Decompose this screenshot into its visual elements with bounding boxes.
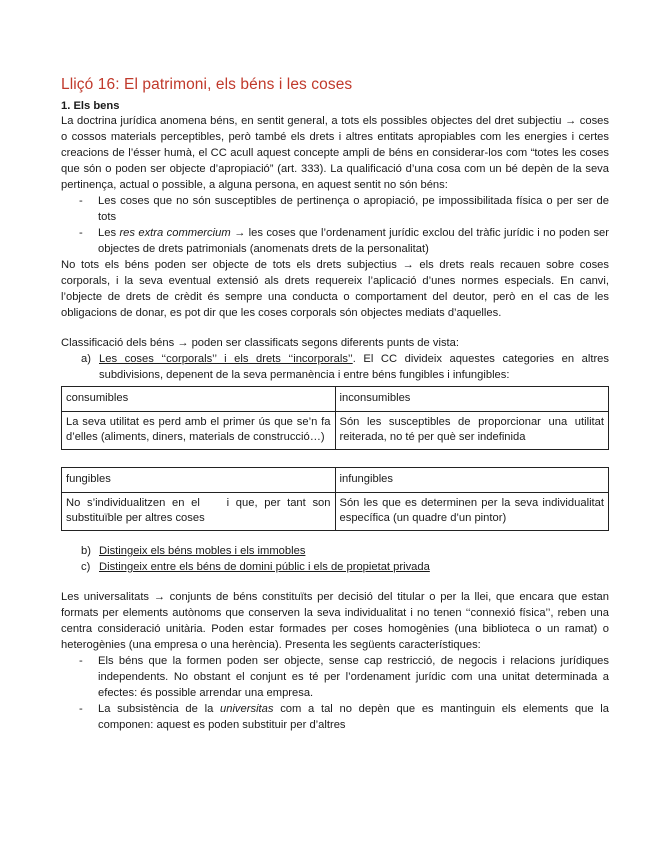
list-item: a) Les coses ‘‘corporals’’ i els drets ‘‘incorporals’’. El CC divideix aquestes categories en altres subdivisions, depenent de la seva permanència i entre béns fungibles i infungibles:: [81, 353, 609, 381]
table-header: consumibles: [62, 387, 336, 412]
paragraph-definition: La doctrina jurídica anomena béns, en sentit general, a tots els possibles objectes del dret subjectiu → coses o cossos materials perceptibles, però també els drets i altres entitats apropiables com les energies i certes creacions de l’ésser humà, el CC acull aquest concepte ampli de béns en considerar-los com “totes les coses que són o poden ser objecte d’apropiació” (art. 333). La qualificació d’una cosa com un bé depèn de la seva pertinença, actual o possible, a alguna persona, en aquest sentit no són béns:: [61, 115, 609, 191]
classification-list: [61, 351, 609, 383]
table-header: inconsumibles: [335, 387, 609, 412]
document-page: [61, 76, 609, 733]
paragraph-rights: No tots els béns poden ser objecte de tots els drets subjectius → els drets reals recauen sobre coses corporals, i la seva eventual extensió als drets requereix l’aplicació d’unes normes especials. En canvi, l’objecte de drets de crèdit és sempre una conducta o comportament del deutor, però en el cas de les obligacions de donar, es pot dir que les coses corporals són objectes mediats d’aquelles.: [61, 259, 609, 319]
classification-list-more: [61, 543, 609, 575]
universalitats-list: [61, 653, 609, 733]
table-cell: La seva utilitat es perd amb el primer ús que se’n fa d’elles (aliments, diners, materials de construcció…): [62, 412, 336, 450]
list-item: - Els béns que la formen poden ser objecte, sense cap restricció, de negocis i relacions jurídiques independents. No obstant el conjunt es té per l’ordenament jurídic com una unitat determinada a efectes: és possible arrendar una empresa.: [83, 653, 609, 701]
list-item: - Les coses que no són susceptibles de pertinença o apropiació, pe impossibilitada física o per ser de tots: [83, 193, 609, 225]
table-header: infungibles: [335, 468, 609, 493]
lesson-title: Lliçó 16: El patrimoni, els béns i les coses: [61, 76, 353, 93]
table-cell: Són les susceptibles de proporcionar una utilitat reiterada, no té per què ser indefinida: [335, 412, 609, 450]
paragraph-universalitats: Les universalitats → conjunts de béns constituïts per decisió del titular o per la llei, que encara que estan formats per elements autònoms que conserven la seva individualitat i no tenen ‘‘connexió física’’, reben una centra consideració unitària. Poden estar formades per coses homogènies (una biblioteca o un ramat) o heterogènies (una empresa o una herència). Presenta les següents característiques:: [61, 591, 609, 651]
movables-link[interactable]: Distingeix els béns mobles i els immobles: [99, 545, 306, 557]
classification-intro: Classificació dels béns → poden ser classificats segons diferents punts de vista:: [61, 337, 459, 349]
table-cell: No s’individualitzen en el i que, per tant son substituïble per altres coses: [62, 493, 336, 531]
list-item: b) Distingeix els béns mobles i els immobles: [81, 545, 306, 557]
section-heading: 1. Els bens: [61, 100, 120, 112]
public-domain-link[interactable]: Distingeix entre els béns de domini públic i els de propietat privada: [99, 561, 430, 573]
list-item: - Les res extra commercium → les coses que l’ordenament jurídic exclou del tràfic jurídic i no poden ser objectes de drets patrimonials (anomenats drets de la personalitat): [83, 225, 609, 257]
consumables-table: [61, 386, 609, 450]
non-goods-list: [61, 193, 609, 257]
corporal-link[interactable]: Les coses ‘‘corporals’’ i els drets ‘‘incorporals’’: [99, 353, 353, 365]
list-item: c) Distingeix entre els béns de domini públic i els de propietat privada: [81, 561, 430, 573]
table-cell: Són les que es determinen per la seva individualitat específica (un quadre d’un pintor): [335, 493, 609, 531]
table-header: fungibles: [62, 468, 336, 493]
fungibles-table: [61, 467, 609, 531]
list-item: - La subsistència de la universitas com a tal no depèn que es mantinguin els elements que la componen: aquest es poden substituir per d’altres: [83, 701, 609, 733]
